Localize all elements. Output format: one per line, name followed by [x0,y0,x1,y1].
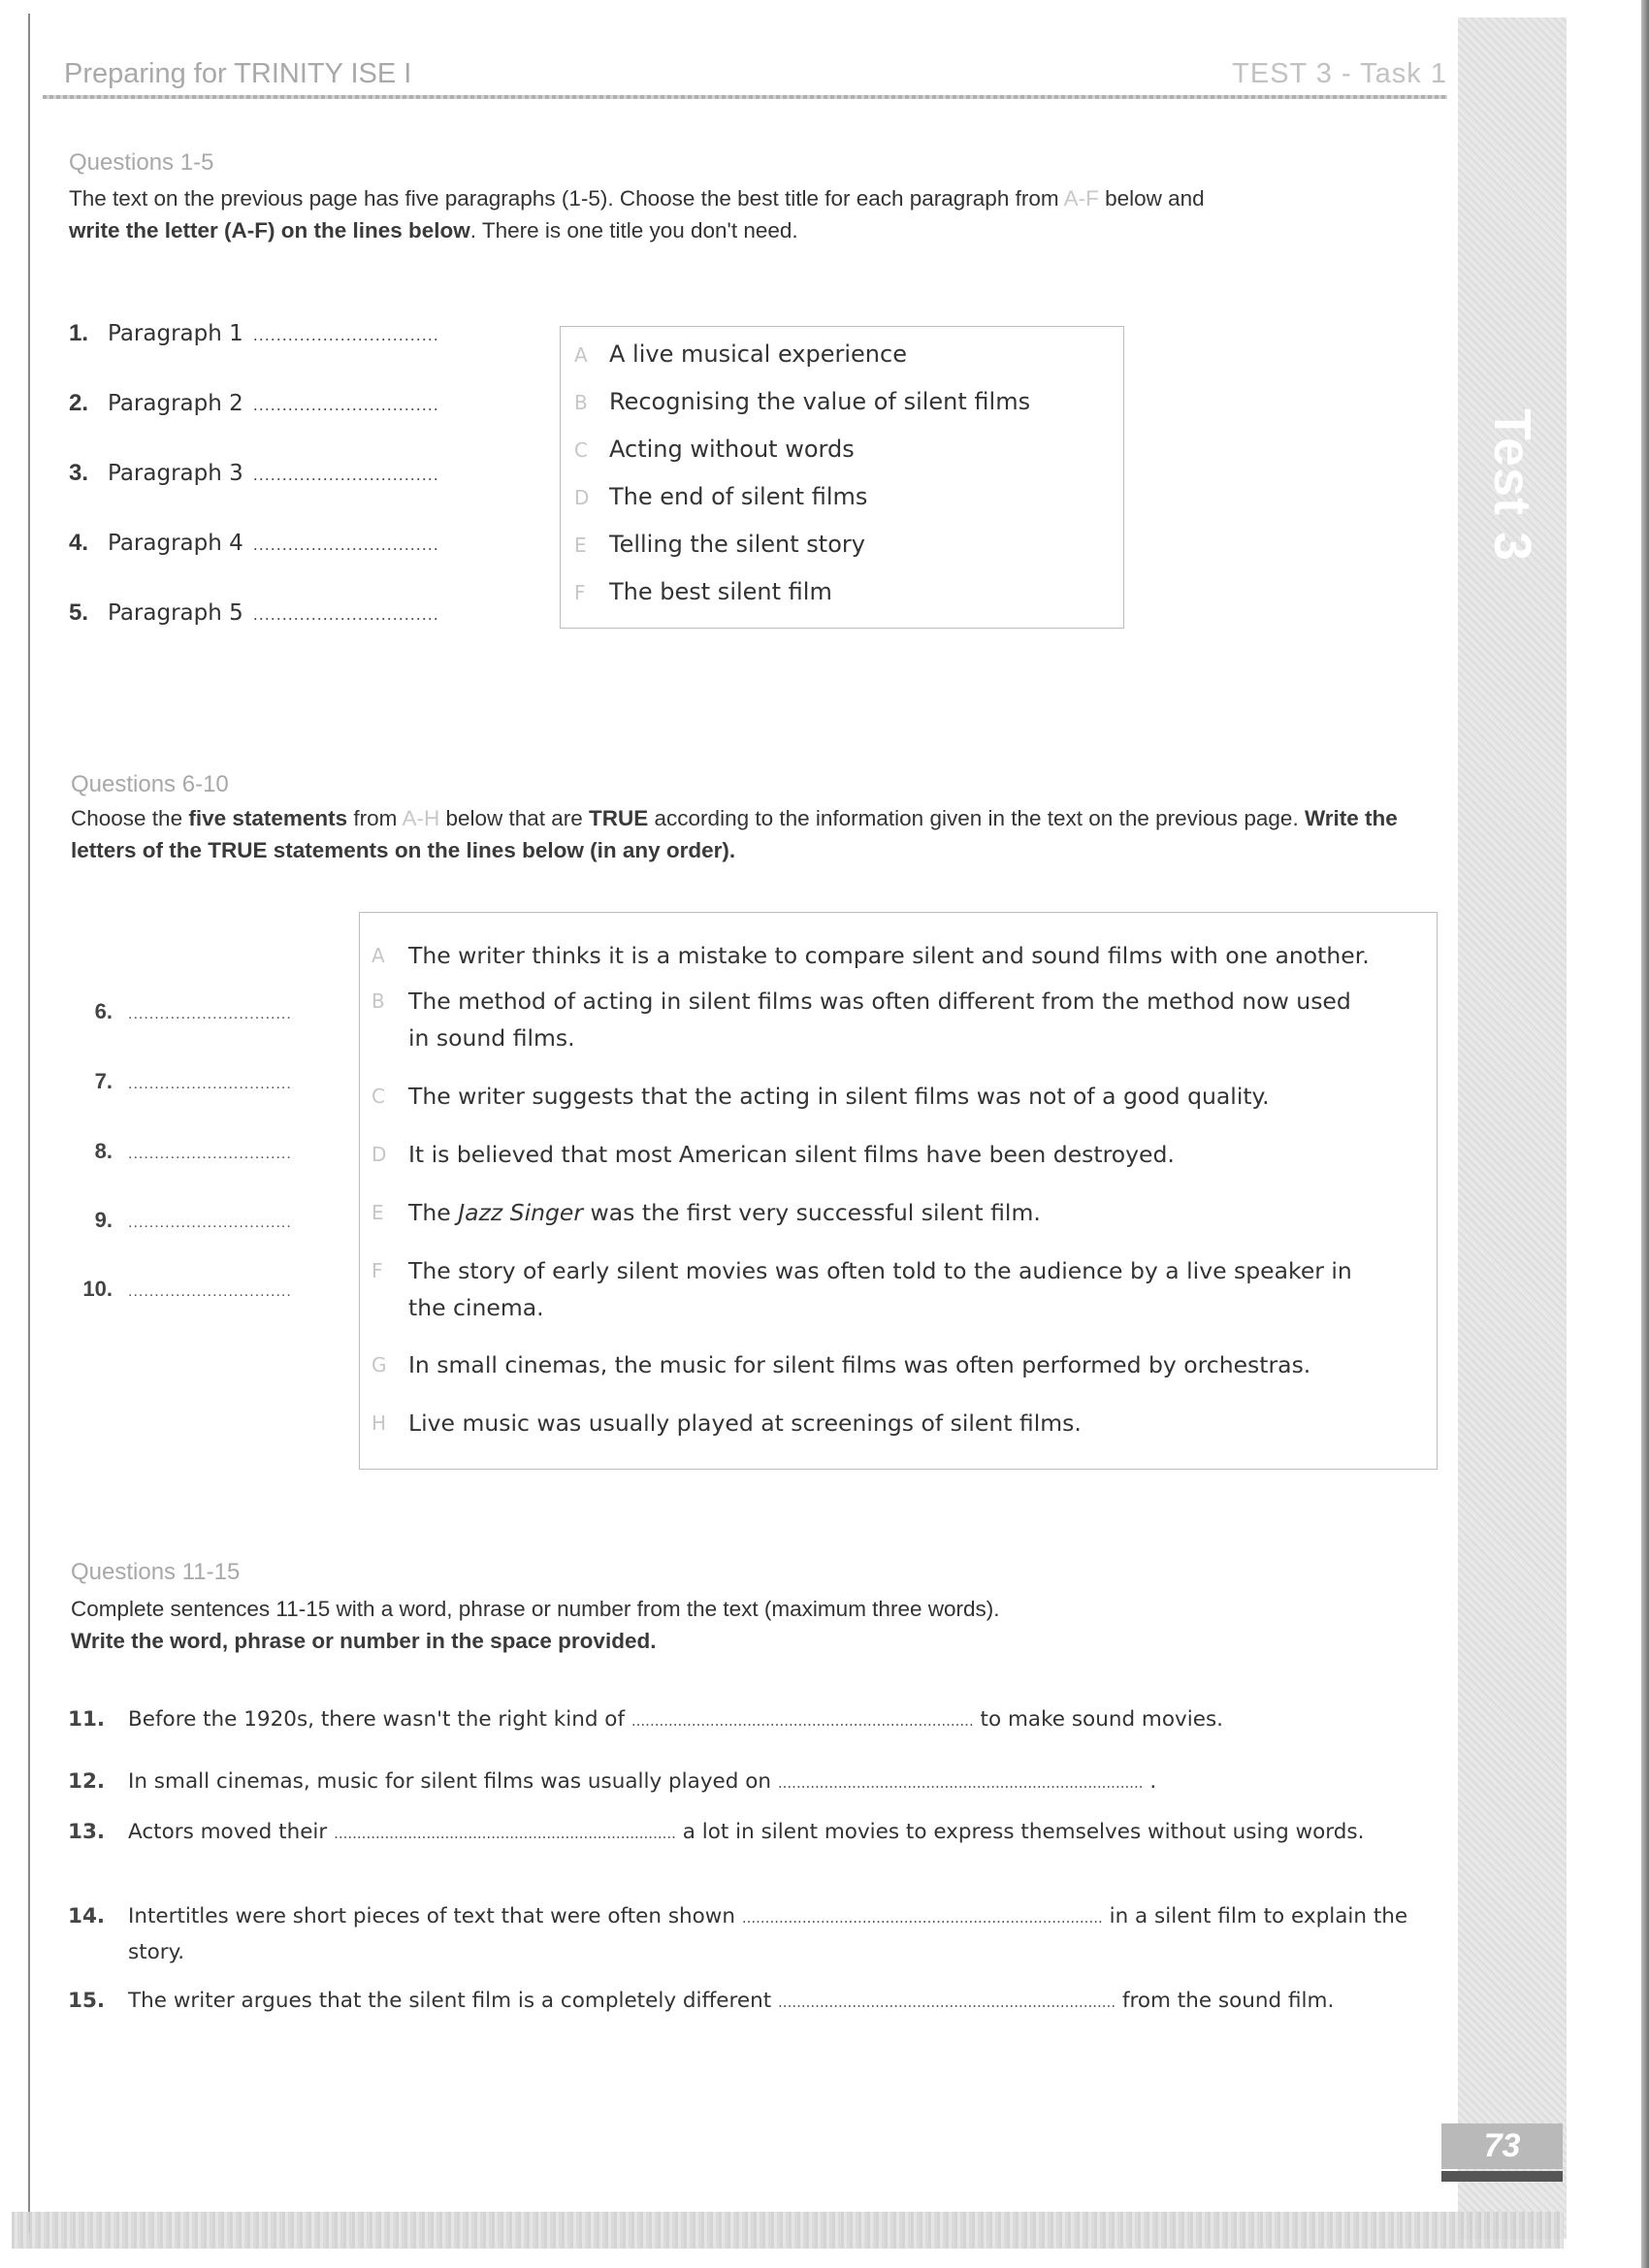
statement [372,1252,1388,1326]
answer-blank[interactable]: ............................... [128,1076,292,1092]
q11-15-instructions [71,1593,1409,1657]
completion-sentence [68,1702,1428,1738]
sentence-text: to make sound movies. [973,1707,1223,1732]
side-margin-strip [1458,17,1567,2239]
item-number: 10. [82,1277,113,1301]
instr-text: . There is one title you don't need. [469,218,798,243]
section-title: TEST 3 - Task 1 [1232,58,1447,89]
completion-sentence [68,1984,1428,2020]
instr-text: below that are [439,806,590,830]
instr-bold: TRUE [589,806,649,830]
instr-range: A-F [1063,186,1099,211]
statement-text-part: The [408,1199,459,1226]
q6-10-title: Questions 6-10 [71,771,229,797]
item-label: Paragraph 5 [108,600,243,626]
instr-bold: write the letter ( [69,218,232,243]
statement-text: The story of early silent movies was often told to the audience by a live speaker in the cinema. [408,1257,1352,1321]
completion-sentence [68,1899,1428,1970]
paragraph-answer-list [69,320,439,669]
title-options-box [560,326,1124,629]
item-number: 11. [68,1707,106,1732]
side-tab [1458,388,1567,582]
statement-letter: D [372,1143,387,1166]
item-label: Paragraph 1 [108,321,243,346]
q1-5-instructions [69,182,1407,246]
sentence-text: Intertitles were short pieces of text that were often shown [128,1904,742,1928]
page-header [43,54,1447,99]
item-number: 13. [68,1820,106,1844]
paragraph-answer-row [69,599,439,669]
option-letter: F [574,581,586,604]
item-label: Paragraph 3 [108,461,243,486]
statement-letter: H [372,1411,387,1435]
option-text: A live musical experience [609,340,907,368]
item-number: 3. [69,460,89,486]
sentence-text: . [1143,1769,1157,1794]
q11-15-title: Questions 11-15 [71,1559,241,1585]
item-number: 9. [94,1208,113,1232]
statement [372,983,1378,1056]
sentence-text: Actors moved their [128,1820,335,1844]
instr-bold: Write the letters of the TRUE statements on the lines below (in any order). [71,806,1398,862]
title-option [574,388,1030,415]
instr-bold: ) on the lines below [268,218,470,243]
answer-blank[interactable]: .......................................................................... [630,1712,974,1730]
answer-blank[interactable]: .............................................................................. [741,1909,1103,1927]
completion-sentence [68,1815,1428,1851]
item-number: 7. [94,1069,113,1093]
item-number: 5. [69,599,89,626]
page-number-box [1441,2123,1563,2169]
statement [372,1078,1417,1115]
page-number: 73 [1483,2127,1521,2164]
option-letter: D [574,486,590,509]
completion-sentence [68,1765,1428,1800]
instr-range: A-F [231,218,269,243]
statement-letter: F [372,1259,383,1282]
paragraph-answer-row [69,460,439,530]
item-label: Paragraph 2 [108,391,243,416]
instr-text: The text on the previous page has five paragraphs (1-5). Choose the best title for each paragraph from [69,186,1064,211]
paragraph-answer-row [69,530,439,599]
answer-blank[interactable]: ................................ [252,535,439,554]
instr-bold: five statements [188,806,348,830]
sentence-text: The writer argues that the silent film is a completely different [128,1989,779,2013]
title-option [574,340,907,368]
answer-blank[interactable]: .......................................................................... [334,1825,676,1842]
statement-text-part: was the first very successful silent film. [583,1199,1041,1226]
instr-text: according to the information given in the text on the previous page. [648,806,1305,830]
answer-blank[interactable]: ............................... [128,1006,292,1022]
item-number: 6. [94,999,113,1023]
option-text: Telling the silent story [609,531,865,558]
q1-5-title: Questions 1-5 [69,149,214,176]
sentence-text: In small cinemas, music for silent films was usually played on [128,1769,778,1794]
statement-text: Live music was usually played at screenings of silent films. [408,1409,1082,1437]
item-number: 12. [68,1769,106,1794]
answer-blank[interactable]: ............................... [128,1283,292,1300]
statement-letter: A [372,944,385,967]
item-number: 2. [69,390,89,416]
option-letter: B [574,391,588,414]
statements-box [359,912,1438,1470]
statement [372,937,1417,974]
statement-letter: G [372,1353,387,1377]
answer-blank[interactable]: ................................ [252,465,439,484]
sentence-text: a lot in silent movies to express themselves without using words. [675,1820,1365,1844]
statement-text [408,1194,1417,1231]
instr-text: Complete sentences 11-15 with a word, phrase or number from the text (maximum three words). [71,1597,1000,1621]
option-letter: C [574,438,588,462]
item-number: 15. [68,1989,106,2013]
option-letter: E [574,534,587,557]
item-number: 4. [69,530,89,556]
statement [372,1405,1417,1442]
instr-text: below and [1098,186,1205,211]
q6-10-instructions [71,802,1409,866]
statement-letter: C [372,1085,385,1108]
item-number: 14. [68,1904,106,1928]
answer-row [68,999,349,1024]
title-option [574,436,855,463]
statement [372,1194,1417,1231]
instr-bold: Write the word, phrase or number in the space provided. [71,1629,657,1653]
title-option [574,531,865,558]
statement-text: The writer suggests that the acting in silent films was not of a good quality. [408,1083,1270,1110]
left-margin-rule [28,14,30,2233]
option-letter: A [574,343,588,367]
answer-blank[interactable]: ......................................................................... [778,1993,1116,2011]
answer-blank[interactable]: ................................ [252,604,439,624]
title-option [574,483,867,510]
sentence-text: in a silent film to explain the story. [128,1904,1408,1964]
page-edge-shadow [1641,0,1649,2268]
option-text: Acting without words [609,436,855,463]
answer-blank[interactable]: ................................ [252,395,439,414]
sentence-text: from the sound film. [1116,1989,1335,2013]
answer-row [68,1208,349,1233]
header-rule [43,95,1447,99]
item-label: Paragraph 4 [108,531,243,556]
answer-blank[interactable]: ................................ [252,325,439,344]
instr-range: A-H [402,806,440,830]
side-tab-label: Test 3 [1483,407,1541,563]
book-title: Preparing for TRINITY ISE I [64,58,412,89]
statement [372,1346,1417,1383]
page-number-bar [1441,2171,1563,2182]
statement-text: In small cinemas, the music for silent films was often performed by orchestras. [408,1351,1311,1378]
answer-row [68,1139,349,1164]
instr-text: Choose the [71,806,189,830]
option-text: The end of silent films [609,483,868,510]
statement-text: The method of acting in silent films was often different from the method now used in sound films. [408,988,1351,1052]
answer-blank[interactable]: ............................... [128,1215,292,1231]
film-title: Jazz Singer [458,1199,584,1226]
item-number: 1. [69,320,89,346]
bottom-margin-band [12,2212,1564,2249]
answer-row [68,1069,349,1094]
answer-row [68,1277,349,1302]
option-text: The best silent film [609,578,832,605]
paragraph-answer-row [69,320,439,390]
item-number: 8. [94,1139,113,1163]
option-text: Recognising the value of silent films [609,388,1031,415]
statement-letter: B [372,989,385,1013]
answer-blank[interactable]: ............................................................................... [777,1774,1144,1792]
statement-text: It is believed that most American silent films have been destroyed. [408,1141,1175,1168]
sentence-text: Before the 1920s, there wasn't the right kind of [128,1707,631,1732]
instr-text: from [347,806,403,830]
statement-text: The writer thinks it is a mistake to compare silent and sound films with one another. [408,942,1370,969]
answer-blank[interactable]: ............................... [128,1146,292,1162]
title-option [574,578,832,605]
paragraph-answer-row [69,390,439,460]
statement [372,1136,1417,1173]
statement-letter: E [372,1201,384,1224]
